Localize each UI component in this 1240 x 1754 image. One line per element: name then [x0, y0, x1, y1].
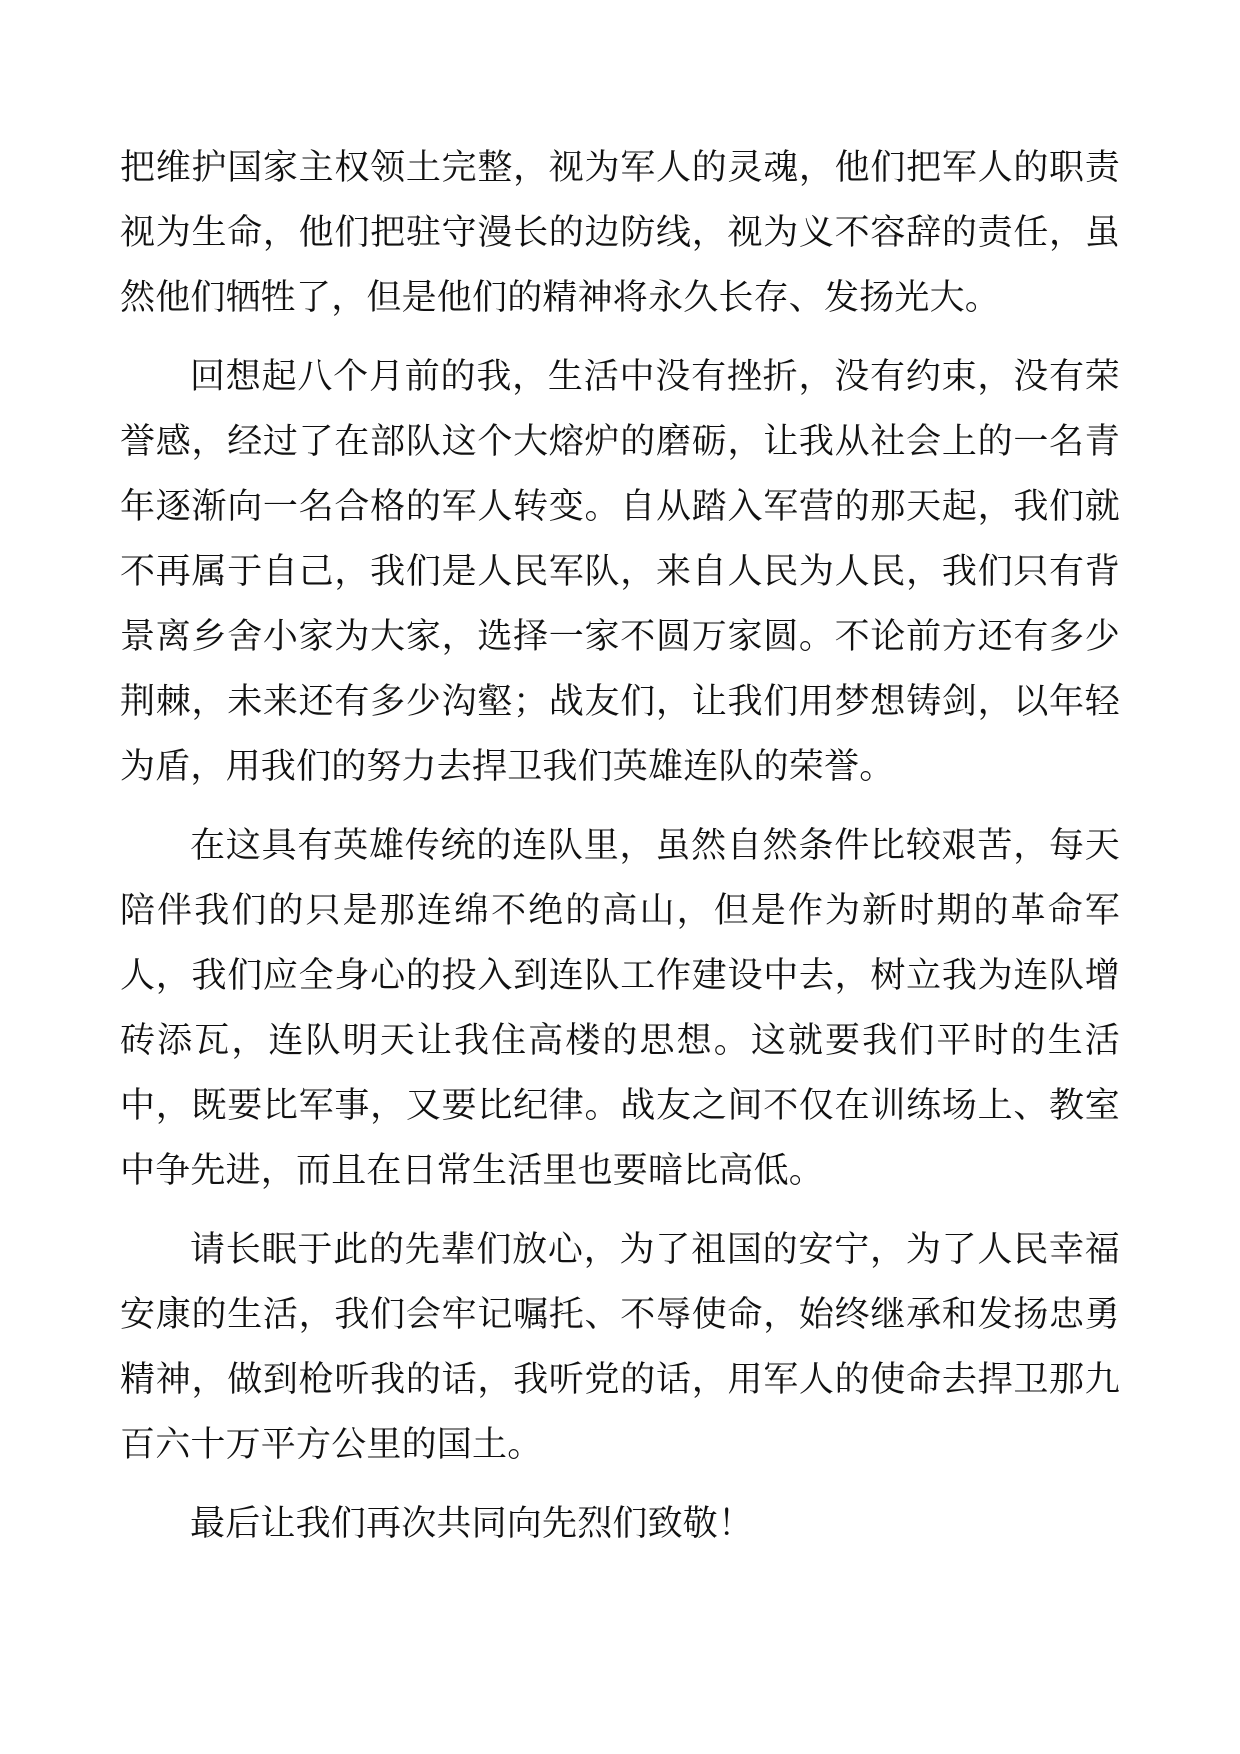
paragraph-3: 在这具有英雄传统的连队里，虽然自然条件比较艰苦，每天陪伴我们的只是那连绵不绝的高山，但是作为新时期的革命军人，我们应全身心的投入到连队工作建设中去，树立我为连队增砖添瓦，连队明天让我住高楼的思想。这就要我们平时的生活中，既要比军事，又要比纪律。战友之间不仅在训练场上、教室中争先进，而且在日常生活里也要暗比高低。 — [120, 826, 1120, 1191]
document-body — [120, 136, 1120, 1571]
paragraph-4: 请长眠于此的先辈们放心，为了祖国的安宁，为了人民幸福安康的生活，我们会牢记嘱托、不辱使命，始终继承和发扬忠勇精神，做到枪听我的话，我听党的话，用军人的使命去捍卫那九百六十万平方公里的国土。 — [120, 1230, 1120, 1465]
paragraph-2: 回想起八个月前的我，生活中没有挫折，没有约束，没有荣誉感，经过了在部队这个大熔炉的磨砺，让我从社会上的一名青年逐渐向一名合格的军人转变。自从踏入军营的那天起，我们就不再属于自己，我们是人民军队，来自人民为人民，我们只有背景离乡舍小家为大家，选择一家不圆万家圆。不论前方还有多少荆棘，未来还有多少沟壑；战友们，让我们用梦想铸剑，以年轻为盾，用我们的努力去捍卫我们英雄连队的荣誉。 — [120, 357, 1120, 787]
paragraph-5: 最后让我们再次共同向先烈们致敬！ — [190, 1504, 754, 1544]
paragraph-1: 把维护国家主权领土完整，视为军人的灵魂，他们把军人的职责视为生命，他们把驻守漫长的边防线，视为义不容辞的责任，虽然他们牺牲了，但是他们的精神将永久长存、发扬光大。 — [120, 148, 1120, 318]
